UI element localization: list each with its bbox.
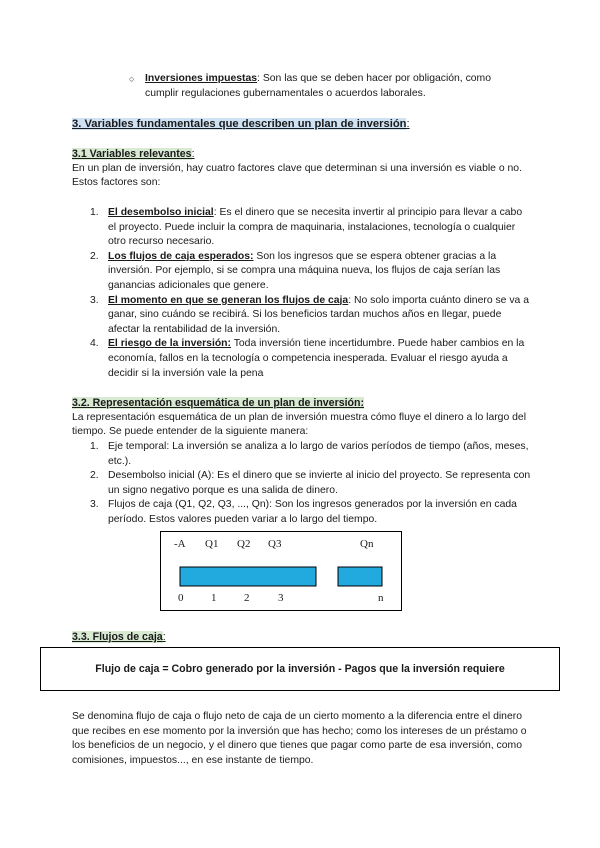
- variables-list: [90, 206, 532, 381]
- timeline-bar-end: [338, 567, 382, 586]
- list-item-number: 1.: [90, 207, 99, 218]
- section-3-1-title-suffix: :: [191, 148, 195, 160]
- list-item-text: Eje temporal: La inversión se analiza a lo largo de varios períodos de tiempo (años, meses, etc.).: [108, 441, 529, 467]
- list-item: [90, 469, 532, 498]
- list-item-term: El desembolso inicial: [108, 207, 214, 218]
- formula-box: [40, 647, 560, 691]
- section-3-2-intro: La representación esquemática de un plan de inversión muestra cómo fluye el dinero a lo largo del tiempo. Se puede entender de la siguiente manera:: [72, 411, 526, 438]
- section-3-2-heading: [72, 396, 532, 411]
- list-item-term: Los flujos de caja esperados:: [108, 250, 254, 262]
- section-3-1: [72, 147, 532, 191]
- section-3-2: [72, 396, 532, 440]
- list-item: [90, 206, 532, 250]
- label-q2: Q2: [237, 538, 251, 550]
- section-3-title: 3. Variables fundamentales que describen un plan de inversión: [72, 118, 407, 130]
- label-period-3: 3: [278, 592, 284, 604]
- list-item: [90, 440, 532, 469]
- list-item: [90, 250, 532, 294]
- investment-timeline-diagram: [160, 531, 402, 611]
- list-item-number: 3.: [90, 294, 99, 306]
- label-period-n: n: [378, 592, 384, 604]
- section-3-title-suffix: :: [406, 118, 410, 130]
- list-item-number: 2.: [90, 470, 99, 482]
- list-item-number: 1.: [90, 441, 99, 452]
- list-item-number: 4.: [90, 338, 99, 350]
- label-period-0: 0: [178, 592, 184, 604]
- list-item-text: Desembolso inicial (A): Es el dinero que se invierte al inicio del proyecto. Se representa con un signo negativo porque es una salida de dinero.: [108, 470, 531, 496]
- cash-flow-formula: Flujo de caja = Cobro generado por la inversión - Pagos que la inversión requiere: [95, 663, 505, 675]
- label-qn: Qn: [360, 538, 374, 550]
- top-bullet-item: [129, 72, 525, 101]
- list-item-text: Toda inversión tiene incertidumbre. Puede haber cambios en la economía, fallos en la tecnología o competencia inesperada. Evaluar el riesgo ayuda a decidir si la inversión vale la pena: [108, 338, 525, 379]
- label-minus-a: -A: [174, 538, 186, 550]
- list-item-term: El momento en que se generan los flujos de caja: [108, 294, 349, 306]
- section-3-2-title: 3.2. Representación esquemática de un plan de inversión:: [72, 397, 365, 409]
- section-3-heading: [72, 117, 410, 132]
- list-item-term: El riesgo de la inversión:: [108, 338, 231, 350]
- list-item-text: Flujos de caja (Q1, Q2, Q3, ..., Qn): Son los ingresos generados por la inversión en cada período. Estos valores pueden variar a lo largo del tiempo.: [108, 499, 517, 525]
- list-item-text: : Es el dinero que se necesita invertir al principio para llevar a cabo el proyecto. Puede incluir la compra de maquinaria, instalaciones, tecnología o cualquier otro recurso necesario.: [108, 207, 523, 248]
- list-item-text: Son los ingresos que se espera obtener gracias a la inversión. Por ejemplo, si se compra una máquina nueva, los flujos de caja serían las ganancias adicionales que genere.: [108, 250, 501, 291]
- list-item: [90, 337, 532, 381]
- section-3-3-title-suffix: :: [162, 631, 166, 643]
- section-3-3-title: 3.3. Flujos de caja: [72, 631, 163, 643]
- top-item-text: : Son las que se deben hacer por obligación, como cumplir regulaciones gubernamentales o acuerdos laborales.: [145, 73, 491, 99]
- section-3-1-intro: En un plan de inversión, hay cuatro factores clave que determinan si una inversión es viable o no. Estos factores son:: [72, 162, 522, 189]
- list-item-number: 3.: [90, 499, 99, 511]
- label-q3: Q3: [268, 538, 282, 550]
- list-item: [90, 294, 532, 338]
- representation-list: [90, 440, 532, 528]
- list-item-text: : No solo importa cuánto dinero se va a ganar, sino cuándo se recibirá. Si los beneficios tardan muchos años en llegar, puede afectar la rentabilidad de la inversión.: [108, 294, 529, 335]
- label-period-2: 2: [244, 592, 250, 604]
- label-q1: Q1: [205, 538, 219, 550]
- label-period-1: 1: [211, 592, 217, 604]
- section-3-1-heading: [72, 147, 532, 162]
- timeline-bar-main: [180, 567, 316, 586]
- section-3-3-heading: [72, 630, 166, 645]
- list-item-number: 2.: [90, 250, 99, 262]
- top-item-term: Inversiones impuestas: [145, 73, 258, 84]
- section-3-3-paragraph: Se denomina flujo de caja o flujo neto de caja de un cierto momento a la diferencia entre el dinero que recibes en ese momento por la inversión que has hecho; como los intereses de un préstamo o los beneficios de un negocio, y el dinero que tienes que pagar como parte de esa inversión, como comisiones, impuestos..., en ese instante de tiempo.: [72, 711, 527, 766]
- section-3-1-title: 3.1 Variables relevantes: [72, 148, 192, 160]
- list-item: [90, 498, 532, 527]
- hollow-bullet-icon: ○: [129, 74, 135, 84]
